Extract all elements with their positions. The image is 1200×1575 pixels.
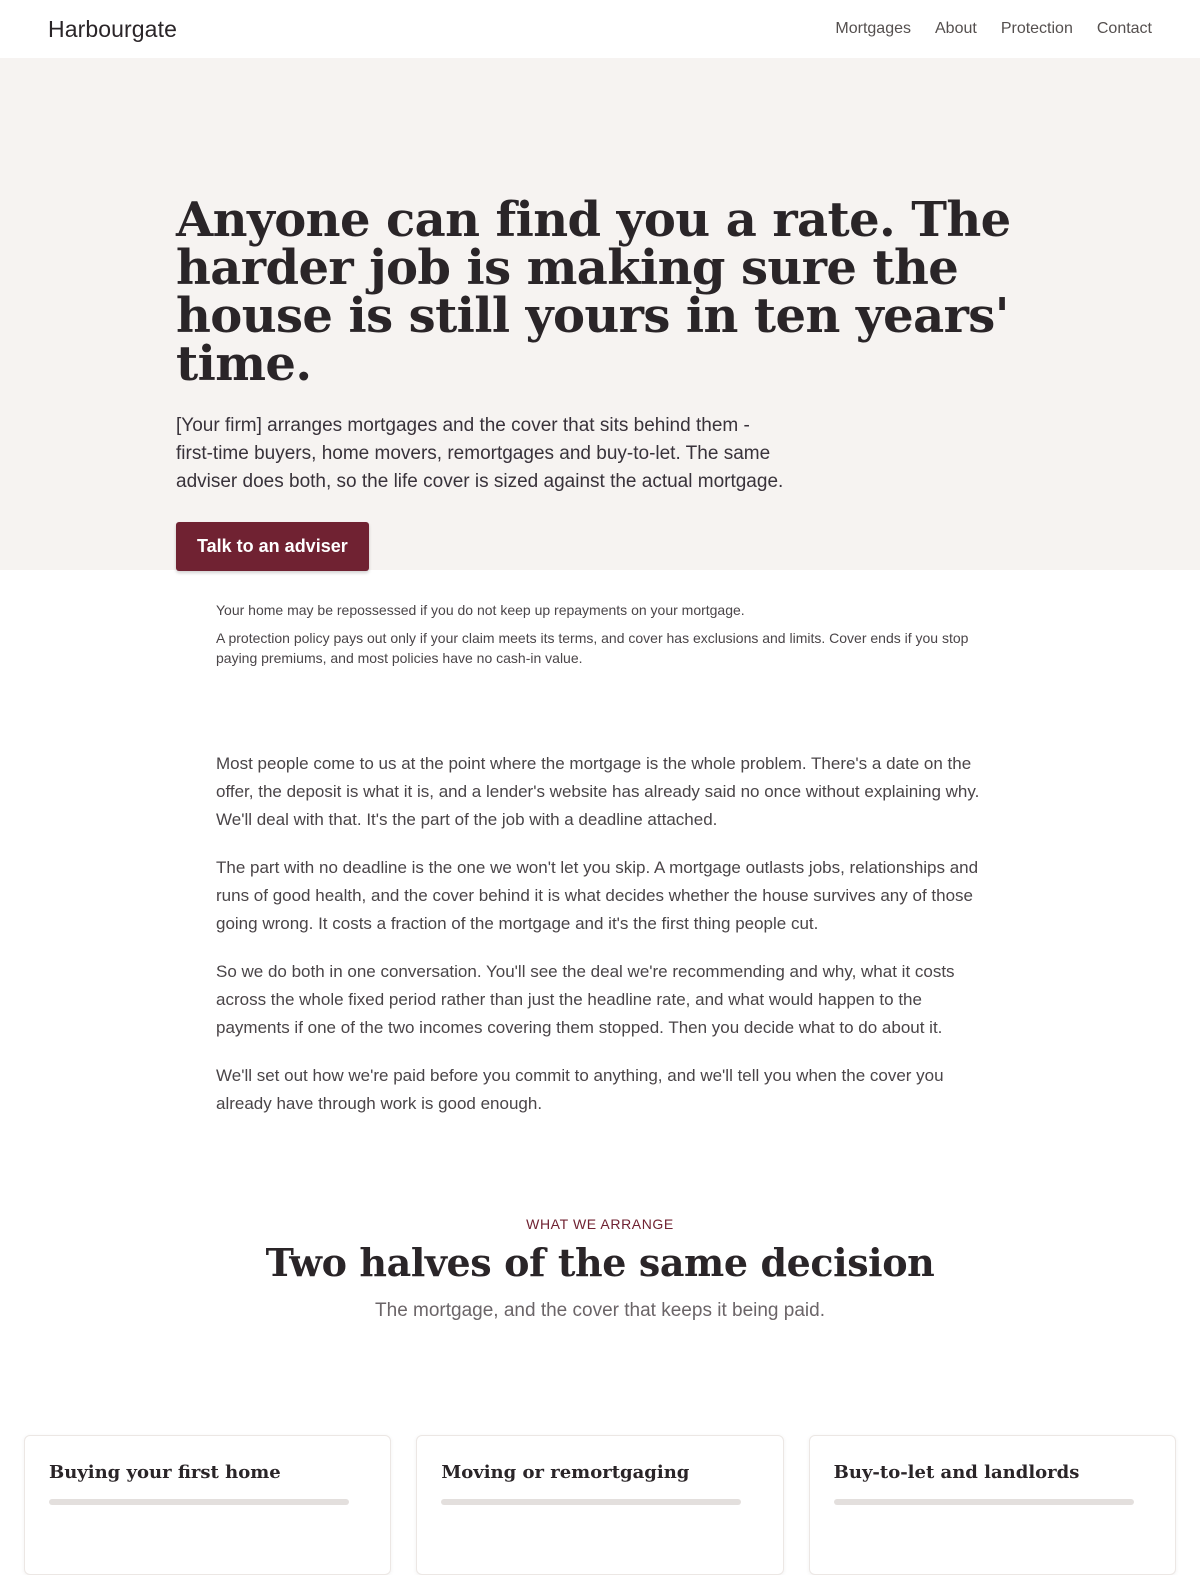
nav-link-contact[interactable]: Contact: [1096, 20, 1152, 37]
section-eyebrow: WHAT WE ARRANGE: [526, 1216, 674, 1232]
hero-section: [0, 58, 1200, 570]
card-moving-remortgaging[interactable]: [416, 1435, 783, 1575]
service-cards: [24, 1435, 1176, 1575]
intro-paragraph: Most people come to us at the point where the mortgage is the whole problem. There's a date on the offer, the deposit is what it is, and a lender's website has already said no once without explaining why. We'll deal with that. It's the part of the job with a deadline attached.: [216, 754, 980, 829]
hero-headline: Anyone can find you a rate. The harder job is making sure the house is still yours in ten years' time.: [176, 192, 1011, 392]
intro-copy: [0, 676, 986, 1118]
main-nav: [835, 20, 1152, 38]
card-title: Buy-to-let and landlords: [833, 1462, 1080, 1483]
protection-warning: A protection policy pays out only if your claim meets its terms, and cover has exclusions and limits. Cover ends if you stop paying premiums, and most policies have no cash-in value.: [216, 630, 969, 666]
brand-logo[interactable]: Harbourgate: [48, 15, 177, 42]
intro-paragraph: So we do both in one conversation. You'll see the deal we're recommending and why, what it costs across the whole fixed period rather than just the headline rate, and what would happen to the payments if one of the two incomes covering them stopped. Then you decide what to do about it.: [216, 962, 955, 1037]
talk-to-adviser-button[interactable]: Talk to an adviser: [176, 522, 369, 571]
nav-link-protection[interactable]: Protection: [1000, 20, 1073, 37]
what-we-arrange-section: [0, 1138, 1200, 1322]
hero-lede: [Your firm] arranges mortgages and the cover that sits behind them - first-time buyers, home movers, remortgages and buy-to-let. The same adviser does both, so the life cover is sized against the actual mortgage.: [176, 415, 784, 492]
intro-paragraph: We'll set out how we're paid before you commit to anything, and we'll tell you when the cover you already have through work is good enough.: [216, 1066, 944, 1113]
card-title: Moving or remortgaging: [441, 1462, 690, 1483]
nav-link-about[interactable]: About: [935, 20, 977, 37]
intro-paragraph: The part with no deadline is the one we won't let you skip. A mortgage outlasts jobs, relationships and runs of good health, and the cover behind it is what decides whether the house survives any of those going wrong. It costs a fraction of the mortgage and it's the first thing people cut.: [216, 858, 979, 933]
nav-link-mortgages[interactable]: Mortgages: [835, 20, 911, 37]
site-header: [0, 0, 1200, 58]
repossession-warning: Your home may be repossessed if you do not keep up repayments on your mortgage.: [216, 602, 745, 618]
section-subtitle: The mortgage, and the cover that keeps it being paid.: [375, 1300, 825, 1321]
card-title: Buying your first home: [49, 1462, 281, 1483]
section-title: Two halves of the same decision: [265, 1240, 935, 1285]
card-first-home[interactable]: [24, 1435, 391, 1575]
risk-warnings: [0, 570, 996, 668]
card-buy-to-let[interactable]: [809, 1435, 1176, 1575]
